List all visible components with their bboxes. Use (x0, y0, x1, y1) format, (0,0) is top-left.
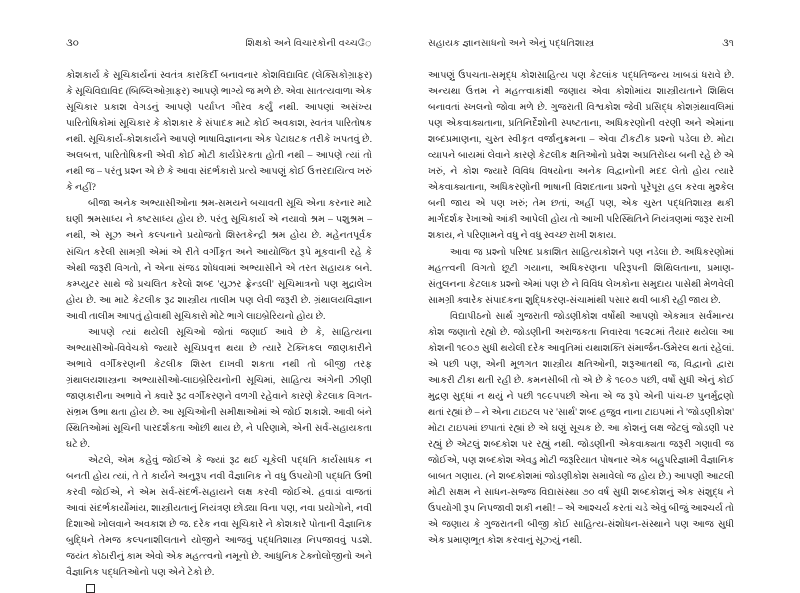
right-body-text (428, 68, 734, 549)
paragraph: આવા જ પ્રશ્નો પરિષદ પ્રકાશિત સાહિત્યકોશને પણ નડેલા છે. અધિકરણોમાં મહત્ત્વની વિગતો છૂટી ગયાના, અધિકરણના પરિરૂપની શિથિલતાના, પ્રમાણ-સંતુલનના કેટલાક પ્રશ્નો એમાં પણ છે ને વિવિધ લેખકોના સમુદાય પાસેથી મેળવેલી સામગ્રી ક્વારેક સંપાદકના શુદ્ધિકરણ-સંચામાંથી પસાર થવી બાકી રહી જાય છે. (428, 246, 734, 306)
paragraph: બીજા અનેક અભ્યાસીઓના શ્રમ-સમયને બચાવતી સૂચિ એના કરનાર માટે ઘણી શ્રમસાધ્ય ને કષ્ટસાધ્ય હોય છે. પરંતુ સૂચિકાર્ય એ નયાવો શ્રમ – પશુશ્રમ – નથી, એ સૂઝ અને કલ્પનાને પ્રયોજતો શિસ્તકેન્દ્રી શ્રમ હોય છે. મહેનતપૂર્વક સંચિત કરેલી સામગ્રી એમાં એ રીતે વર્ગીકૃત અને આયોજિત રૂપે મૂકવાની રહે કે એથી જરૂરી વિગતો, ને એના સંજડ શોધવામાં અભ્યાસીને એ તરત સહાયક બને. કમ્પ્યુટર સાથે જે પ્રચલિત કરેલો શબ્દ 'યુઝર ફ્રેન્ડલી' સૂચિમાત્રનો પણ મુદ્રાલેખ હોય છે. આ માટે કેટલીક રૂઢ શાસ્ત્રીય તાલીમ પણ લેવી જરૂરી છે. ગ્રંથાલયવિજ્ઞાન આવી તાલીમ આપતું હોવાથી સૂચિકારો મોટે ભાગે લાઇબ્રેરિયનો હોય છે. (66, 198, 372, 322)
right-page (400, 0, 800, 566)
paragraph: કોશકાર્ય કે સૂચિકાર્યનાં સ્વતંત્ર કારકિર્દી બનાવનાર કોશવિદ્યાવિદ (લેક્સિકોગ્રાફર) કે સૂચિવિદ્યાવિદ (બિબ્લિઓગ્રાફર) આપણે ભાગ્યે જ મળે છે. એવા સાતત્યવાળા એક સૂચિકાર પ્રકાશ વેગડનું આપણે પર્યાપ્ત ગૌરવ કર્યું નથી. આપણાં અસંખ્ય પારિતોષિકોમાં સૂચિકાર કે કોશકાર કે સંપાદક માટે કોઈ અવકાશ, સ્વતંત્ર પારિતોષક નથી. સૂચિકાર્ય-કોશકાર્યને આપણે ભાષાવિજ્ઞાનના એક પેટાઘટક તરીકે ખપતવું છે. અલબત્ત, પારિતોષિકની એવી કોઈ મોટી કાર્યપ્રેરકતા હોતી નથી – આપણે ત્યાં તો નથી જ – પરંતુ પ્રશ્ન એ છે કે આવા સંદર્ભકારો પ્રત્યે આપણું કોઈ ઉત્તરદાયિત્વ ખરું કે નહીં? (66, 70, 372, 194)
right-folio: ૩૧ (722, 38, 734, 49)
paragraph: એટલે, એમ કહેવું જોઈએ કે જ્યાં રૂઢ થઈ ચૂકેલી પદ્ધતિ કાર્યસાધક ન બનતી હોય ત્યાં, તે તે કાર્યને અનુરૂપ નવી વૈજ્ઞાનિક ને વધુ ઉપયોગી પદ્ધતિ ઉભી કરવી જોઈએ, ને એમ સર્વ-સંદર્ભ-સહાયને લક્ષ કરવી જોઈએ. હવાડાં વાજતાં આવાં સંદર્ભકાર્યોમાંય, શાસ્ત્રીયતાનું નિયંત્રણ છોડ્યા વિના પણ, નવા પ્રયોગોને, નવી દિશાઓ ખોલવાને અવકાશ છે જ. દરેક નવા સૂચિકારે ને કોશકારે પોતાની વૈજ્ઞાનિક બુદ્ધિને તેમજ કલ્પનાશીલતાને યોજીને આજવું પદ્ધતિશાસ્ત્ર નિપજાવવું પડશે. જયંત કોઠારીનું કામ એવો એક મહત્ત્વનો નમૂનો છે. આધુનિક ટેક્નોલોજીનો અને વૈજ્ઞાનિક પદ્ધતિઓનો પણ એને ટેકો છે. (66, 455, 372, 579)
paragraph: આપણે ત્યાં થયેલી સૂચિઓ જોતાં જણાઈ આવે છે કે, સાહિત્યના અભ્યાસીઓ-વિવેચકો જ્યારે સૂચિપ્રવૃત્ત થયા છે ત્યારે ટેક્નિકલ જાણકારીને અભાવે વર્ગીકરણની કેટલીક શિસ્ત દાખવી શકતા નથી તો બીજી તરફ ગ્રંથાલયશાસ્ત્રના અભ્યાસીઓ-લાઇબ્રેરિયનોની સૂચિમાં, સાહિત્ય અંગેની ઝીણી જાણકારીના અભાવે ને ક્વારે રૂઢ વર્ગીકરણને વળગી રહેવાને કારણે કેટલાક વિગત-સંભ્રમ ઉભા થતા હોય છે. આ સૂચિઓની સમીક્ષાઓમાં એ જોઈ શકાશે. આવી બંને સ્થિતિઓમાં સૂચિની પારદર્શકતા ઓછી થાય છે, ને પરિણામે, એની સર્વ-સહાયકતા ઘટે છે. (66, 326, 372, 451)
left-body-text (66, 68, 372, 593)
left-running-head (66, 38, 372, 52)
section-end-mark (86, 584, 95, 593)
right-running-head (428, 38, 734, 52)
left-page (0, 0, 400, 579)
left-running-title: શિક્ષકો અને વિચારકોની વચ્ચே (245, 39, 372, 49)
right-running-title: સહાયક જ્ઞાનસાધનો અને એનું પદ્ધતિશાસ્ત્ર (428, 39, 595, 49)
left-folio: ૩૦ (66, 38, 79, 49)
paragraph: વિદ્યાપીઠનો સાર્થ ગુજરાતી જોડણીકોશ વર્ષોથી આપણો એકમાત્ર સર્વમાન્ય કોશ જણાતો રહ્યો છે. જોડણીની અરાજકતા નિવારવા ૧૯૨૮માં તૈયાર થયેલા આ કોશની ૧૯૦૭ સુધી થયેલી દરેક આવૃતિમાં યથાશક્તિ સંમાર્જન-ઉમેરલ થતાં રહેલાં. એ પછી પણ, એની મૂળગત શાસ્ત્રીય ક્ષતિઓની, શરૂઆતથી જ, વિદ્વાનો દ્વારા આકરી ટીકા થતી રહી છે. કમનસીબી તો એ છે કે ૧૯૦૭ પછી, વર્ષો સુધી એનું કોઈ મુદ્રણ સુદ્ધાં ન થયું ને પછી ૧૯૯૫પછી એના એ જ રૂપે એની પાંચ-છ પુનર્મુદ્રણો થતાં રહ્યાં છે – ને એના ટાઇટલ પર 'સાર્થ' શબ્દ હજુવ નાના ટાઇપમાં ને 'જોડણીકોશ' મોટા ટાઇપમાં છપાતાં રહ્યાં છે એ ઘણું સૂચક છે. આ કોશનું લક્ષ જેટલું જોડણી પર રહ્યું છે એટલું શબ્દકોશ પર રહ્યું નથી. જોડણીની એકવાક્યતા જરૂરી ગણાવી જ જોઈએ, પણ શબ્દકોશ એવડુ મોટી જરૂરિયાત પોષનાર એક બહુપરિજ્ઞામી વૈજ્ઞાનિક બાબત ગણાય. (ને શબ્દકોશમાં જોડણીકોશ સમાવેલો જ હોય છે.) આપણી આટલી મોટી સક્ષમ ને સાધન-સજ્જ વિદ્યાસંસ્થા ૭૦ વર્ષ સુધી શબ્દકોશનું એક સંશુદ્ધ ને ઉપયોગી રૂપ નિપજાવી શકી નથી! – એ આશ્ચર્ય કરતાં ચડે એવું બીજું આશ્ચર્ય તો એ જણાય કે ગુજરાતની બીજી કોઈ સાહિત્ય-સંશોધન-સંસ્થાને પણ આજ સુધી એક પ્રમાણભૂત કોશ કરવાનું સૂઝ્યું નથી. (428, 310, 734, 547)
paragraph: આપણું ઉપચતા-સમૃદ્ધ કોશસાહિત્ય પણ કેટલાંક પદ્ધતિજન્ય ખાબડાં ધરાવે છે. અન્યથા ઉત્તમ ને મહત્ત્વાકાંક્ષી જણાય એવા કોશોમાંય શાસ્ત્રીયતાને શિથિલ બનાવતાં સ્ખલનો જોવા મળે છે. ગુજરાતી વિશ્વકોશ જેવી પ્રસિદ્ધ કોશગ્રંથાવલિમાં પણ એકવાક્યતાના, પ્રતિનિર્દેશોની સ્પષ્ટતાના, અધિકરણોની વરણી અને એમાંના શબ્દપ્રમાણના, ચુસ્ત સ્વીકૃત વર્જાનુક્રમના – એવા ટીકટીક પ્રશ્નો પડેલા છે. મોટા વ્યાપને બાયમાં લેવાને કારણે કેટલીક ક્ષતિઓનો પ્રવેશ અપ્રતિરોધ્ય બની રહે છે એ ખરું, ને કોશ જ્યારે વિવિધ વિષયોના અનેક વિદ્વાનોની મદદ લેતો હોય ત્યારે એકવાક્યતાના, અધિકરણોની ભાષાની વિશદતાના પ્રશ્નો પૂરેપૂરા હલ કરવા મુશ્કેલ બની જાય એ પણ ખરું; તેમ છતાં, અહીં પણ, એક ચુસ્ત પદ્ધતિશાસ્ત્ર થકી માર્ગદર્શક રેખાઓ આંકી આપેલી હોય તો આખી પરિસ્થિતિને નિયંત્રણમાં જરૂર રાખી શકાય, ને પરિણામને વધુ ને વધુ સ્વચ્છ રાખી શકાય. (428, 70, 734, 242)
